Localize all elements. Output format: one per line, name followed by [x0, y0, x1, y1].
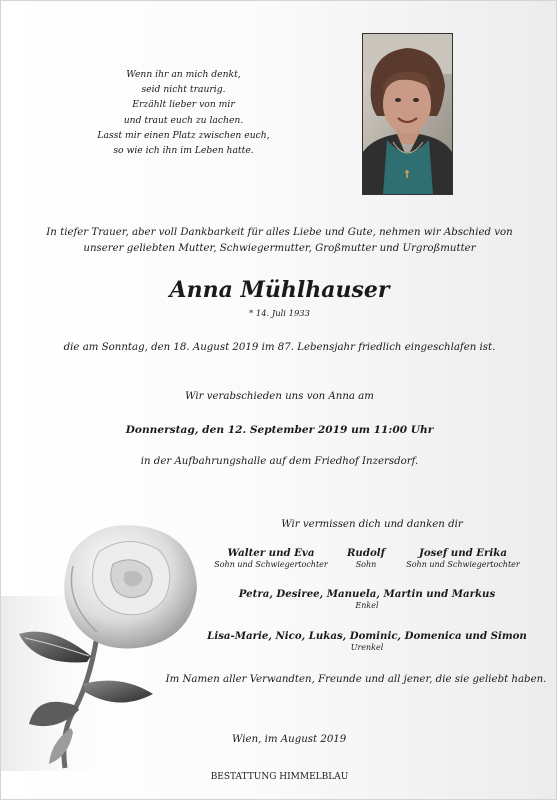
ceremony-place: in der Aufbahrungshalle auf dem Friedhof Inzersdorf.: [140, 456, 419, 467]
poem-line: Wenn ihr an mich denkt,: [126, 69, 241, 80]
mourner-names: Josef und Erika: [419, 547, 507, 559]
death-notice: die am Sonntag, den 18. August 2019 im 87. Lebensjahr friedlich eingeschlafen ist.: [63, 342, 496, 353]
portrait-photo: [362, 33, 453, 195]
farewell-text: Wir verabschieden uns von Anna am: [185, 391, 374, 402]
poem-line: Erzählt lieber von mir: [132, 99, 235, 111]
city-date: Wien, im August 2019: [232, 734, 347, 745]
mourner-relation: Urenkel: [350, 643, 384, 652]
mourner-group: [393, 547, 533, 569]
mourner-names: Lisa-Marie, Nico, Lukas, Dominic, Domenica und Simon: [207, 630, 527, 642]
poem-line: Lasst mir einen Platz zwischen euch,: [97, 129, 270, 141]
footer-mark: [509, 795, 557, 800]
poem-line: seid nicht traurig.: [141, 84, 226, 96]
mourner-names: Walter und Eva: [227, 547, 315, 559]
poem-line: so wie ich ihn im Leben hatte.: [113, 145, 254, 157]
intro-line: unserer geliebten Mutter, Schwiegermutter, Großmutter und Urgroßmutter: [83, 243, 476, 254]
memorial-poem: [61, 67, 306, 158]
mourner-relation: Enkel: [355, 601, 379, 610]
mourners-intro: Wir vermissen dich und danken dir: [281, 519, 463, 530]
mourner-group: [197, 630, 537, 652]
mourner-relation: Sohn: [355, 560, 377, 569]
deceased-name: Anna Mühlhauser: [169, 277, 390, 303]
closing-text: Im Namen aller Verwandten, Freunde und all jener, die sie geliebt haben.: [165, 674, 547, 685]
ceremony-date: Donnerstag, den 12. September 2019 um 11:00 Uhr: [125, 424, 434, 436]
intro-text: [21, 225, 538, 257]
mourner-group: [207, 588, 527, 610]
mourner-names: Petra, Desiree, Manuela, Martin und Markus: [238, 588, 496, 600]
mourner-relation: Sohn und Schwiegertochter: [214, 560, 328, 569]
birth-date: * 14. Juli 1933: [249, 308, 310, 318]
mourner-group: [331, 547, 401, 569]
mourner-group: [199, 547, 343, 569]
funeral-home: BESTATTUNG HIMMELBLAU: [210, 772, 349, 782]
poem-line: und traut euch zu lachen.: [123, 114, 244, 126]
mourner-relation: Sohn und Schwiegertochter: [406, 560, 520, 569]
mourner-names: Rudolf: [346, 547, 386, 559]
intro-line: In tiefer Trauer, aber voll Dankbarkeit für alles Liebe und Gute, nehmen wir Abschied von: [46, 227, 513, 238]
